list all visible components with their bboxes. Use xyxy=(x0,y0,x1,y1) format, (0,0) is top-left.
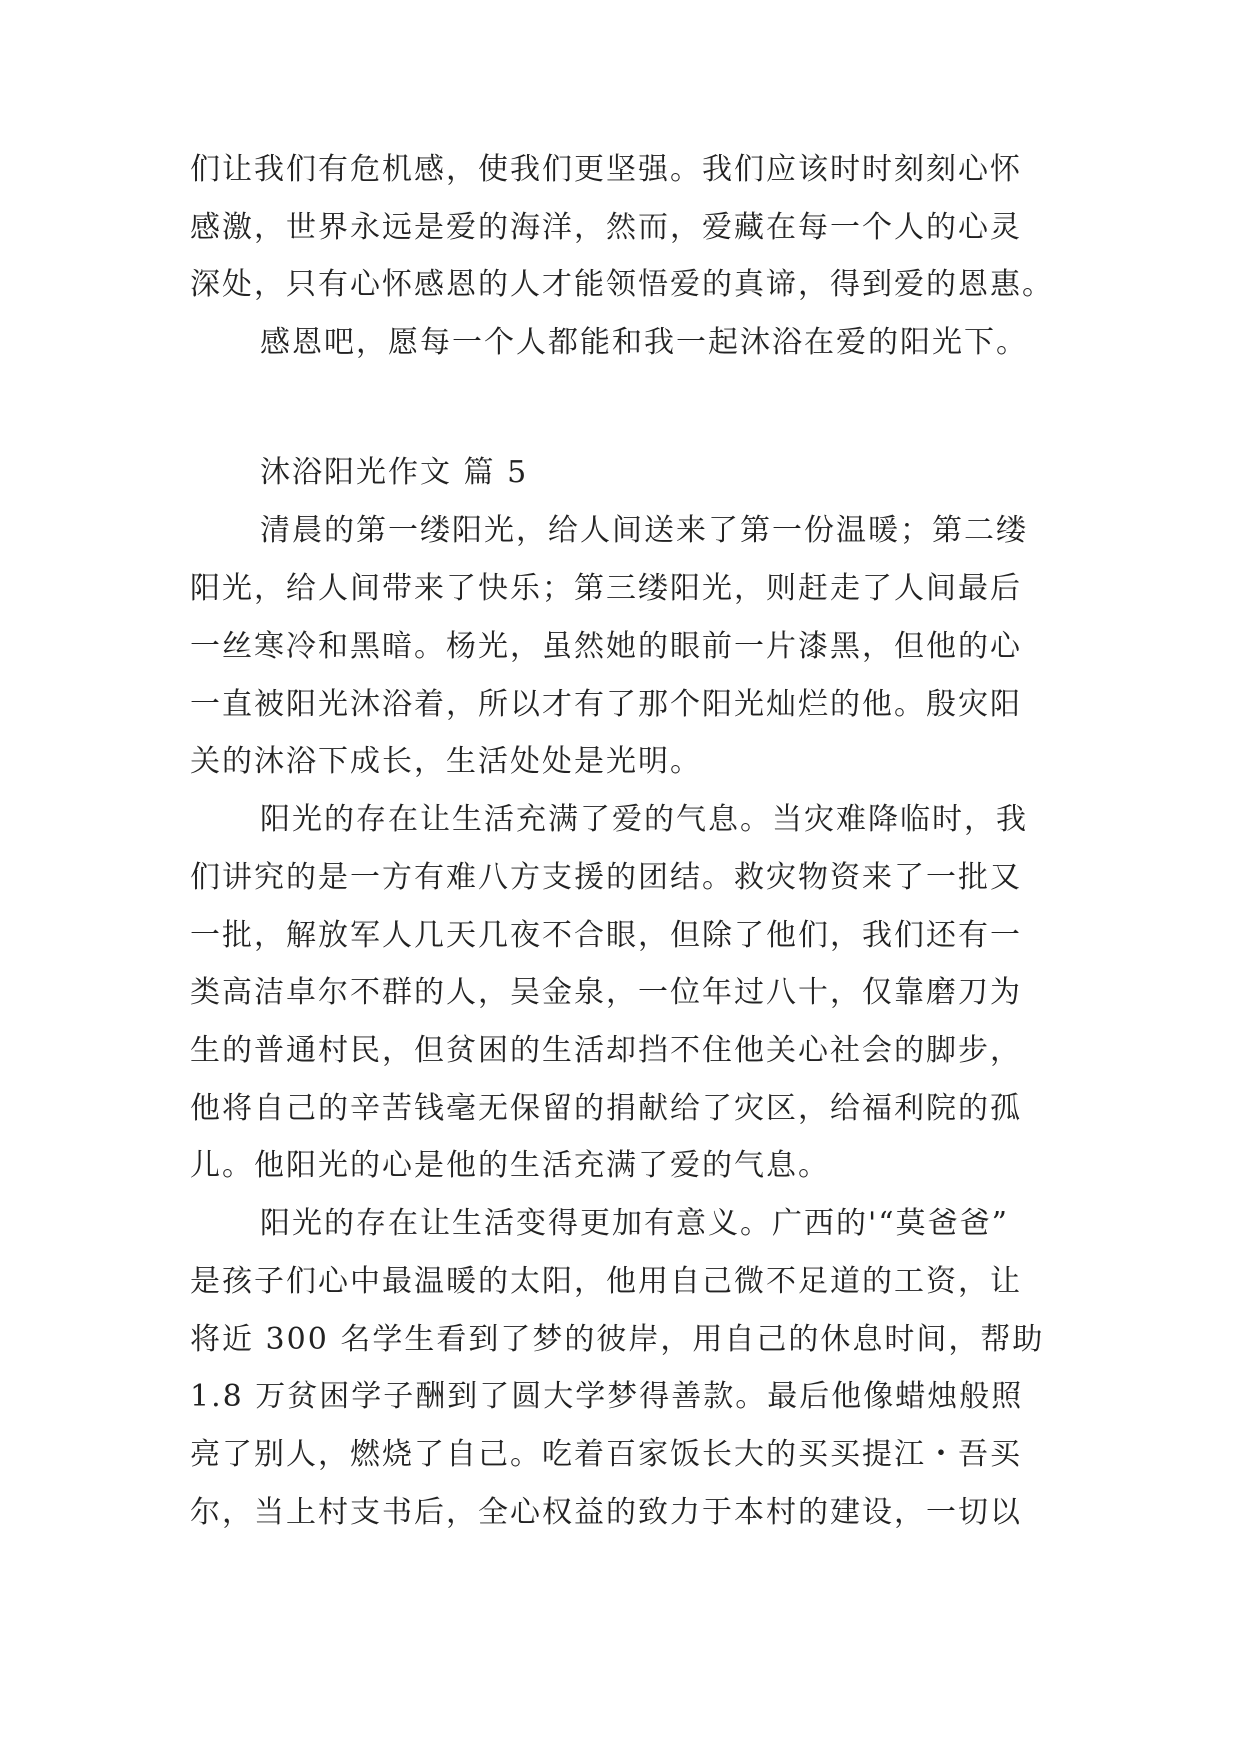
paragraph-line: 将近 300 名学生看到了梦的彼岸，用自己的休息时间，帮助 xyxy=(190,1322,1045,1357)
paragraph-line: 尔，当上村支书后，全心权益的致力于本村的建设，一切以 xyxy=(190,1495,1022,1530)
paragraph-line: 们让我们有危机感，使我们更坚强。我们应该时时刻刻心怀 xyxy=(190,152,1022,187)
paragraph-line: 儿。他阳光的心是他的生活充满了爱的气息。 xyxy=(190,1148,830,1183)
paragraph-line: 一直被阳光沐浴着，所以才有了那个阳光灿烂的他。殷灾阳 xyxy=(190,687,1022,722)
closing-line: 感恩吧，愿每一个人都能和我一起沐浴在爱的阳光下。 xyxy=(260,325,1028,360)
section-heading: 沐浴阳光作文 篇 5 xyxy=(260,455,529,490)
paragraph-line: 他将自己的辛苦钱毫无保留的捐献给了灾区，给福利院的孤 xyxy=(190,1091,1022,1126)
paragraph-line: 阳光，给人间带来了快乐；第三缕阳光，则赶走了人间最后 xyxy=(190,571,1022,606)
paragraph-line: 亮了别人，燃烧了自己。吃着百家饭长大的买买提江・吾买 xyxy=(190,1437,1022,1472)
paragraph-line: 关的沐浴下成长，生活处处是光明。 xyxy=(190,744,702,779)
paragraph-line: 感激，世界永远是爱的海洋，然而，爱藏在每一个人的心灵 xyxy=(190,210,1022,245)
paragraph-line: 生的普通村民，但贫困的生活却挡不住他关心社会的脚步， xyxy=(190,1033,1022,1068)
paragraph-line: 一批，解放军人几天几夜不合眼，但除了他们，我们还有一 xyxy=(190,918,1022,953)
paragraph-line: 深处，只有心怀感恩的人才能领悟爱的真谛，得到爱的恩惠。 xyxy=(190,267,1054,302)
paragraph-line: 一丝寒冷和黑暗。杨光，虽然她的眼前一片漆黑，但他的心 xyxy=(190,629,1022,664)
paragraph-line: 阳光的存在让生活充满了爱的气息。当灾难降临时，我 xyxy=(260,802,1028,837)
paragraph-line: 1.8 万贫困学子酬到了圆大学梦得善款。最后他像蜡烛般照 xyxy=(190,1379,1024,1414)
paragraph-line: 清晨的第一缕阳光，给人间送来了第一份温暖；第二缕 xyxy=(260,513,1028,548)
paragraph-line: 类高洁卓尔不群的人，吴金泉，一位年过八十，仅靠磨刀为 xyxy=(190,975,1022,1010)
paragraph-line: 阳光的存在让生活变得更加有意义。广西的'“莫爸爸” xyxy=(260,1206,1009,1241)
paragraph-line: 是孩子们心中最温暖的太阳，他用自己微不足道的工资，让 xyxy=(190,1264,1022,1299)
paragraph-line: 们讲究的是一方有难八方支援的团结。救灾物资来了一批又 xyxy=(190,860,1022,895)
